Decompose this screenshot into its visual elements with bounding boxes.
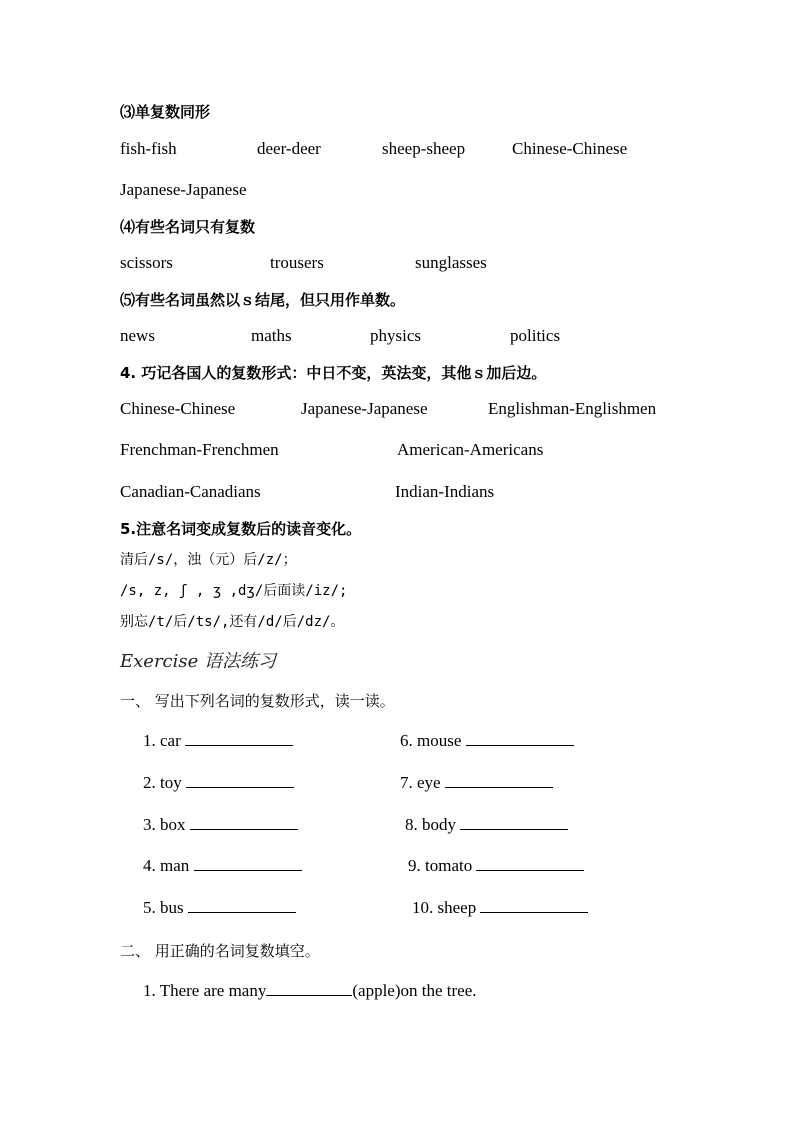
word-pair: Japanese-Japanese xyxy=(120,180,247,199)
word: scissors xyxy=(120,253,173,272)
exercise-item xyxy=(143,856,302,876)
exercise-item xyxy=(400,773,553,793)
word: sunglasses xyxy=(415,253,487,272)
exercise-item xyxy=(412,898,588,918)
word: news xyxy=(120,326,155,345)
point-heading-pronunciation: 5.注意名词变成复数后的读音变化。 xyxy=(120,520,362,538)
item-label: 3. box xyxy=(143,815,186,834)
item-label: 9. tomato xyxy=(408,856,473,875)
word: trousers xyxy=(270,253,324,272)
word: politics xyxy=(510,326,561,345)
answer-blank[interactable] xyxy=(190,815,298,830)
item-label: 1. car xyxy=(143,731,181,750)
word-pair: Canadian-Canadians xyxy=(120,482,261,501)
word-pair: Englishman-Englishmen xyxy=(488,399,657,418)
item-label: 10. sheep xyxy=(412,898,477,917)
pronunciation-rule: 别忘/t/后/ts/,还有/d/后/dz/。 xyxy=(120,614,345,630)
word-pair: fish-fish xyxy=(120,139,177,158)
answer-blank[interactable] xyxy=(466,731,574,746)
exercise-item xyxy=(400,731,574,751)
word-pair: deer-deer xyxy=(257,139,321,158)
point-heading-nationalities: 4. 巧记各国人的复数形式：中日不变，英法变，其他ｓ加后边。 xyxy=(120,364,547,382)
exercise-item xyxy=(143,773,294,793)
answer-blank[interactable] xyxy=(188,898,296,913)
question-text: (apple)on the tree. xyxy=(352,981,477,1000)
word-pair: sheep-sheep xyxy=(382,139,466,158)
word-pair: American-Americans xyxy=(397,440,544,459)
answer-blank[interactable] xyxy=(460,815,568,830)
word-pair: Chinese-Chinese xyxy=(120,399,236,418)
section-heading-same-form: ⑶单复数同形 xyxy=(120,103,211,121)
exercise-item xyxy=(143,731,293,751)
exercise-item xyxy=(405,815,568,835)
answer-blank[interactable] xyxy=(476,856,584,871)
fill-in-question xyxy=(143,981,477,1001)
section-heading-singular-s: ⑸有些名词虽然以ｓ结尾，但只用作单数。 xyxy=(120,291,406,309)
item-label: 6. mouse xyxy=(400,731,462,750)
word: physics xyxy=(370,326,421,345)
word-pair: Frenchman-Frenchmen xyxy=(120,440,279,459)
item-label: 7. eye xyxy=(400,773,441,792)
item-label: 2. toy xyxy=(143,773,182,792)
exercise-item xyxy=(143,815,298,835)
item-label: 4. man xyxy=(143,856,190,875)
answer-blank[interactable] xyxy=(266,981,352,996)
question-text: 1. There are many xyxy=(143,981,267,1000)
answer-blank[interactable] xyxy=(186,773,294,788)
section-heading-plural-only: ⑷有些名词只有复数 xyxy=(120,218,256,236)
answer-blank[interactable] xyxy=(480,898,588,913)
pronunciation-rule: /s, z, ʃ , ʒ ,dʒ/后面读/iz/; xyxy=(120,583,348,599)
answer-blank[interactable] xyxy=(185,731,293,746)
item-label: 8. body xyxy=(405,815,456,834)
item-label: 5. bus xyxy=(143,898,184,917)
answer-blank[interactable] xyxy=(445,773,553,788)
answer-blank[interactable] xyxy=(194,856,302,871)
word: maths xyxy=(251,326,292,345)
exercise-part2-heading: 二、 用正确的名词复数填空。 xyxy=(120,942,320,960)
exercise-item xyxy=(408,856,584,876)
word-pair: Japanese-Japanese xyxy=(301,399,428,418)
word-pair: Indian-Indians xyxy=(395,482,495,501)
word-pair: Chinese-Chinese xyxy=(512,139,628,158)
pronunciation-rule: 清后/s/，浊（元）后/z/； xyxy=(120,552,297,568)
exercise-item xyxy=(143,898,296,918)
exercise-part1-heading: 一、 写出下列名词的复数形式，读一读。 xyxy=(120,692,395,710)
exercise-title: Exercise 语法练习 xyxy=(120,651,276,672)
